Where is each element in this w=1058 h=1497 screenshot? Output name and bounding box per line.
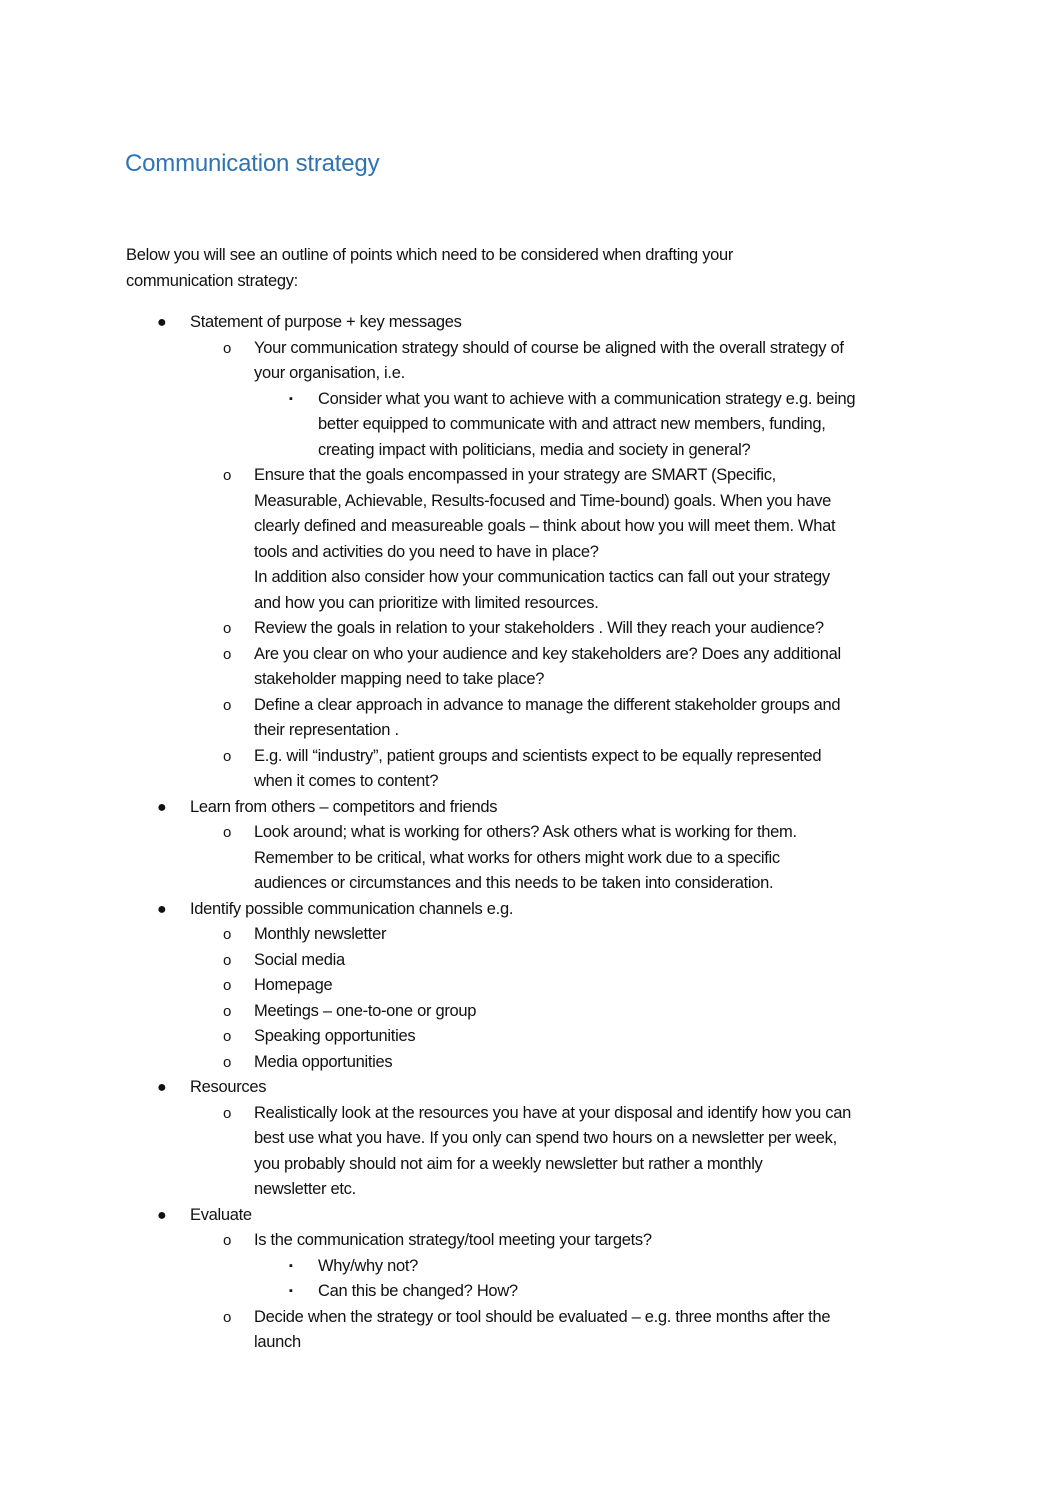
intro-paragraph (126, 243, 886, 294)
list-item-line: you probably should not aim for a weekly newsletter but rather a monthly (254, 1154, 763, 1173)
list-item-line: Review the goals in relation to your stakeholders . Will they reach your audience? (254, 619, 824, 637)
list-item-line: Meetings – one-to-one or group (254, 1001, 477, 1020)
bullet-square-icon: ▪ (289, 1285, 293, 1297)
bullet-square-icon: ▪ (289, 1259, 293, 1272)
section-heading: Identify possible communication channels e.g. (190, 899, 514, 918)
list-item-line: Realistically look at the resources you have at your disposal and identify how you can (254, 1103, 851, 1122)
page-title: Communication strategy (125, 150, 380, 177)
bullet-circle-icon: o (223, 1308, 232, 1326)
bullet-circle-icon: o (223, 1028, 232, 1045)
bullet-circle-icon: o (223, 620, 232, 637)
section-heading: Resources (190, 1078, 267, 1096)
bullet-circle-icon: o (223, 747, 232, 765)
bullet-circle-icon: o (223, 645, 232, 663)
bullet-disc-icon: ● (157, 1206, 167, 1224)
list-item-line: audiences or circumstances and this needs to be taken into consideration. (254, 874, 774, 892)
list-item-line: Is the communication strategy/tool meeting your targets? (254, 1231, 652, 1249)
section-heading: Learn from others – competitors and friends (190, 797, 498, 816)
list-item-line: best use what you have. If you only can spend two hours on a newsletter per week, (254, 1129, 837, 1147)
sub-list-item-line: Why/why not? (318, 1256, 419, 1275)
list-item-line: when it comes to content? (254, 772, 439, 790)
sub-list-item-line: Consider what you want to achieve with a communication strategy e.g. being (318, 389, 856, 408)
bullet-circle-icon: o (223, 1232, 232, 1249)
list-item-line: Look around; what is working for others? Ask others what is working for them. (254, 823, 797, 841)
sub-list-item-line: creating impact with politicians, media and society in general? (318, 440, 751, 459)
bullet-disc-icon: ● (157, 1079, 167, 1096)
list-item-line: your organisation, i.e. (254, 364, 405, 382)
section-heading: Statement of purpose + key messages (190, 313, 462, 331)
intro-line: Below you will see an outline of points which need to be considered when drafting your (126, 246, 734, 264)
bullet-circle-icon: o (223, 696, 232, 714)
sub-list-item-line: better equipped to communicate with and attract new members, funding, (318, 415, 826, 433)
list-item-line: Ensure that the goals encompassed in your strategy are SMART (Specific, (254, 466, 776, 484)
list-item-line: E.g. will “industry”, patient groups and scientists expect to be equally represented (254, 746, 822, 765)
list-item-line: Monthly newsletter (254, 925, 387, 943)
list-item-line: and how you can prioritize with limited resources. (254, 593, 599, 612)
bullet-disc-icon: ● (157, 900, 167, 918)
bullet-circle-icon: o (223, 926, 232, 943)
section-heading: Evaluate (190, 1205, 252, 1224)
list-item-line: Are you clear on who your audience and key stakeholders are? Does any additional (254, 644, 841, 663)
list-item-line: Remember to be critical, what works for others might work due to a specific (254, 848, 780, 867)
bullet-circle-icon: o (223, 951, 232, 969)
list-item-line: stakeholder mapping need to take place? (254, 670, 545, 688)
bullet-square-icon: ▪ (289, 392, 293, 405)
list-item-line: clearly defined and measureable goals – think about how you will meet them. What (254, 517, 836, 535)
list-item-line: tools and activities do you need to have in place? (254, 542, 599, 561)
list-item-line: Decide when the strategy or tool should be evaluated – e.g. three months after the (254, 1307, 831, 1326)
list-item-line: Measurable, Achievable, Results-focused and Time-bound) goals. When you have (254, 491, 832, 510)
bullet-disc-icon: ● (157, 798, 167, 816)
sub-list-item-line: Can this be changed? How? (318, 1282, 518, 1300)
bullet-disc-icon: ● (157, 314, 167, 331)
bullet-circle-icon: o (223, 977, 232, 994)
list-item-line: Speaking opportunities (254, 1027, 416, 1045)
bullet-circle-icon: o (223, 824, 232, 841)
list-item-line: Homepage (254, 976, 333, 994)
list-item-line: newsletter etc. (254, 1180, 356, 1198)
bullet-circle-icon: o (223, 1053, 232, 1071)
intro-line: communication strategy: (126, 271, 298, 290)
bullet-circle-icon: o (223, 339, 232, 357)
list-item-line: Media opportunities (254, 1052, 393, 1071)
list-item-line: Social media (254, 950, 345, 969)
list-item-line: launch (254, 1333, 301, 1351)
bullet-circle-icon: o (223, 467, 232, 484)
list-item-line: Define a clear approach in advance to manage the different stakeholder groups and (254, 695, 841, 714)
list-item-line: their representation . (254, 721, 399, 739)
bullet-circle-icon: o (223, 1002, 232, 1020)
bullet-circle-icon: o (223, 1104, 232, 1122)
list-item-line: In addition also consider how your communication tactics can fall out your strategy (254, 568, 830, 586)
list-item-line: Your communication strategy should of course be aligned with the overall strategy of (254, 338, 844, 357)
